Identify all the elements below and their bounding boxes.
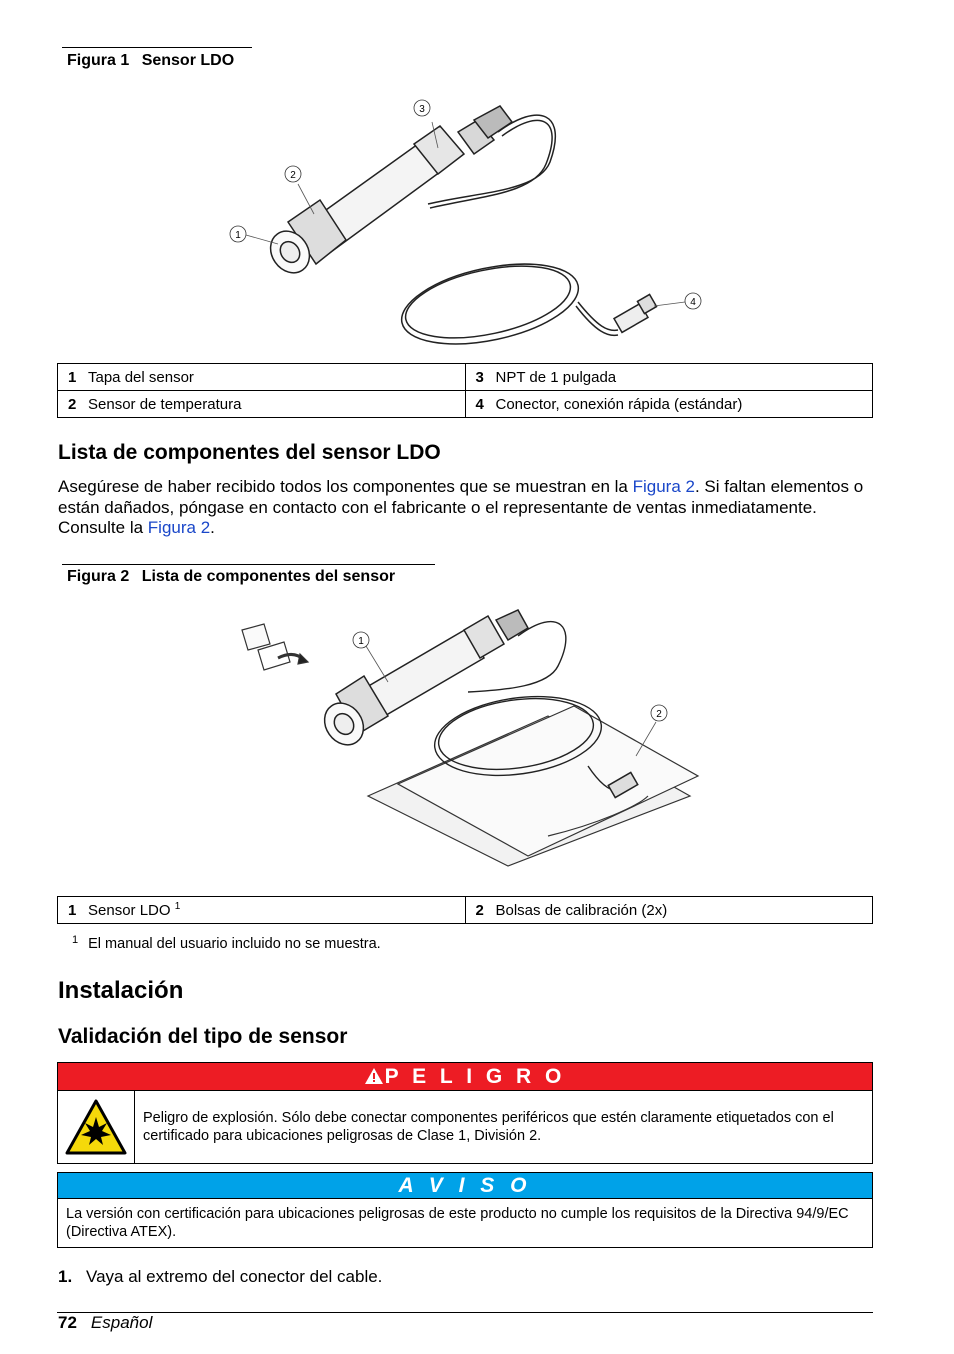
legend-cell: 1 Sensor LDO $^1$ [58, 897, 466, 924]
callout-4-label: 4 [690, 297, 696, 308]
table-row [58, 897, 873, 924]
figure1-rule [62, 47, 252, 48]
legend-cell: 4 Conector, conexión rápida (estándar) [465, 391, 873, 418]
step-text: Vaya al extremo del conector del cable. [86, 1267, 383, 1286]
figure1-title: Sensor LDO [141, 52, 235, 69]
notice-header: A V I S O [58, 1173, 872, 1199]
figure2-title: Lista de componentes del sensor [141, 568, 396, 585]
callout-2-label: 2 [656, 709, 662, 720]
callout-2-label: 2 [290, 170, 296, 181]
installation-heading: Instalación [58, 977, 184, 1004]
danger-text: Peligro de explosión. Sólo debe conectar componentes periféricos que estén claramente etiquetados con el certificado para ubicaciones peligrosas de Clase 1, División 2. [143, 1110, 834, 1144]
legend-cell: 1 Tapa del sensor [58, 364, 466, 391]
components-heading: Lista de componentes del sensor LDO [58, 441, 441, 464]
callout-1-label: 1 [358, 636, 364, 647]
page-footer [58, 1313, 152, 1333]
legend-cell: 2 Bolsas de calibración (2x) [465, 897, 873, 924]
manual-box-icon [242, 624, 308, 670]
figure2-legend-table [57, 896, 873, 924]
legend-cell: 3 NPT de 1 pulgada [465, 364, 873, 391]
legend-cell: 2 Sensor de temperatura [58, 391, 466, 418]
notice-text: La versión con certificación para ubicaciones peligrosas de este producto no cumple los requisitos de la Directiva 94/9/EC (Directiva ATEX). [66, 1206, 849, 1240]
footnote-ref: 1 [174, 901, 181, 912]
danger-header [58, 1063, 872, 1091]
figure1-number: Figura 1 [67, 52, 130, 69]
figure2-illustration [178, 606, 752, 882]
step-number: 1. [58, 1267, 73, 1286]
warning-triangle-icon [365, 1068, 383, 1084]
footer-language: Español [90, 1313, 153, 1332]
sensor-validation-heading: Validación del tipo de sensor [58, 1025, 348, 1048]
figure2-caption [67, 568, 395, 586]
list-item [58, 1267, 382, 1287]
danger-label: P E L I G R O [384, 1065, 566, 1088]
callout-3-label: 3 [419, 104, 425, 115]
table-row [58, 364, 873, 391]
figure1-legend-table [57, 363, 873, 418]
callout-1-label: 1 [235, 230, 241, 241]
page-number: 72 [58, 1313, 77, 1332]
figure1-illustration [178, 92, 758, 354]
figure2-footnote: $^1$ El manual del usuario incluido no se muestra. [72, 934, 381, 952]
components-paragraph: Asegúrese de haber recibido todos los componentes que se muestran en la Figura 2. Si faltan elementos o están dañados, póngase en contacto con el fabricante o el representante de ventas inmediatamente. Consulte la Figura 2. [58, 477, 864, 537]
explosion-hazard-icon [65, 1099, 127, 1155]
figure2-link[interactable]: Figura 2 [632, 477, 695, 496]
table-row [58, 391, 873, 418]
figure2-number: Figura 2 [67, 568, 130, 585]
figure1-caption [67, 52, 234, 70]
danger-box [57, 1062, 873, 1164]
figure2-link[interactable]: Figura 2 [147, 518, 211, 537]
footer-rule [57, 1312, 873, 1313]
notice-box [57, 1172, 873, 1248]
figure2-rule [62, 564, 435, 565]
